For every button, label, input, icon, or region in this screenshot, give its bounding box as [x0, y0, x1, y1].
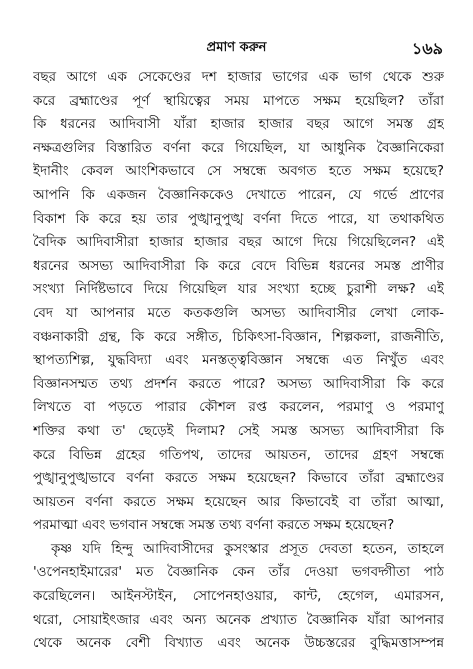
- text-line: বঞ্চনাকারী গ্রন্থ, কি করে সঙ্গীত, চিকিৎসা-বিজ্ঞান, শিল্পকলা, রাজনীতি,: [33, 329, 444, 345]
- text-line: ধরনের অসভ্য আদিবাসীরা কি করে বেদে বিভিন্ন ধরনের সমস্ত প্রাণীর: [33, 258, 444, 274]
- text-line: থরো, সোয়াইৎজার এবং অন্য অনেক প্রখ্যাত বৈজ্ঞানিক যাঁরা আপনার: [33, 612, 444, 628]
- page-header: [30, 38, 443, 60]
- text-line: ইদানীং কেবল আংশিকভাবে সে সম্বন্ধে অবগত হতে সক্ষম হয়েছে?: [33, 164, 444, 180]
- text-line: আয়তন বর্ণনা করতে সক্ষম হয়েছেন আর কিভাবেই বা তাঁরা আত্মা,: [33, 494, 444, 510]
- page-number: ১৬৯: [411, 39, 443, 58]
- text-line: আপনি কি একজন বৈজ্ঞানিককেও দেখাতে পারেন, যে গর্ভে প্রাণের: [33, 187, 444, 203]
- text-line: থেকে অনেক বেশী বিখ্যাত এবং অনেক উচ্চস্তরের বুদ্ধিমত্তাসম্পন্ন: [33, 636, 444, 652]
- running-head: প্রমাণ করুন: [206, 40, 267, 55]
- text-line: কৃষ্ণ যদি হিন্দু আদিবাসীদের কুসংস্কার প্রসূত দেবতা হতেন, তাহলে: [51, 541, 444, 557]
- text-line: বৈদিক আদিবাসীরা হাজার হাজার বছর আগে দিয়ে গিয়েছিলেন? এই: [33, 235, 444, 251]
- text-line: কি ধরনের আদিবাসী যাঁরা হাজার হাজার বছর আগে সমস্ত গ্রহ: [33, 117, 444, 133]
- text-line: বিকাশ কি করে হয় তার পুঙ্খানুপুঙ্খ বর্ণনা দিতে পারে, যা তথাকথিত: [33, 211, 444, 227]
- text-line: নক্ষত্রগুলির বিস্তারিত বর্ণনা করে গিয়েছিল, যা আধুনিক বৈজ্ঞানিকেরা: [33, 140, 444, 156]
- text-line: বিজ্ঞানসম্মত তথ্য প্রদর্শন করতে পারে? অসভ্য আদিবাসীরা কি করে: [33, 376, 444, 392]
- text-line: করে বিভিন্ন গ্রহের গতিপথ, তাদের আয়তন, তাদের গ্রহণ সম্বন্ধে: [33, 447, 444, 463]
- text-line: লিখতে বা পড়তে পারার কৌশল রপ্ত করলেন, পরমাণু ও পরমাণু: [33, 400, 444, 416]
- body-text: [33, 66, 444, 656]
- text-line: বছর আগে এক সেকেণ্ডের দশ হাজার ভাগের এক ভাগ থেকে শুরু: [33, 70, 444, 85]
- text-line: 'ওপেনহাইমারের' মত বৈজ্ঞানিক কেন তাঁর দেওয়া ভগবদ্গীতা পাঠ: [33, 565, 444, 581]
- text-line: পরমাত্মা এবং ভগবান সম্বন্ধে সমস্ত তথ্য বর্ণনা করতে সক্ষম হয়েছেন?: [33, 518, 395, 534]
- text-line: বেদ যা আপনার মতে কতকগুলি অসভ্য আদিবাসীর লেখা লোক-: [33, 305, 444, 321]
- text-line: করেছিলেন। আইনস্টাইন, সোপেনহাওয়ার, কান্ট, হেগেল, এমারসন,: [33, 589, 444, 605]
- text-line: শক্তির কথা ত' ছেড়েই দিলাম? সেই সমস্ত অসভ্য আদিবাসীরা কি: [33, 423, 444, 439]
- text-line: সংখ্যা নির্দিষ্টভাবে দিয়ে গিয়েছিল যার সংখ্যা হচ্ছে চুরাশী লক্ষ? এই: [33, 282, 444, 298]
- text-line: করে ব্রহ্মাণ্ডের পূর্ণ স্থায়িত্বের সময় মাপতে সক্ষম হয়েছিল? তাঁরা: [33, 93, 444, 109]
- text-line: স্থাপত্যশিল্প, যুদ্ধবিদ্যা এবং মনস্তত্ত্ববিজ্ঞান সম্বন্ধে এত নিখুঁত এবং: [33, 353, 444, 369]
- text-line: পুঙ্খানুপুঙ্খভাবে বর্ণনা করতে সক্ষম হয়েছেন? কিভাবে তাঁরা ব্রহ্মাণ্ডের: [33, 471, 444, 487]
